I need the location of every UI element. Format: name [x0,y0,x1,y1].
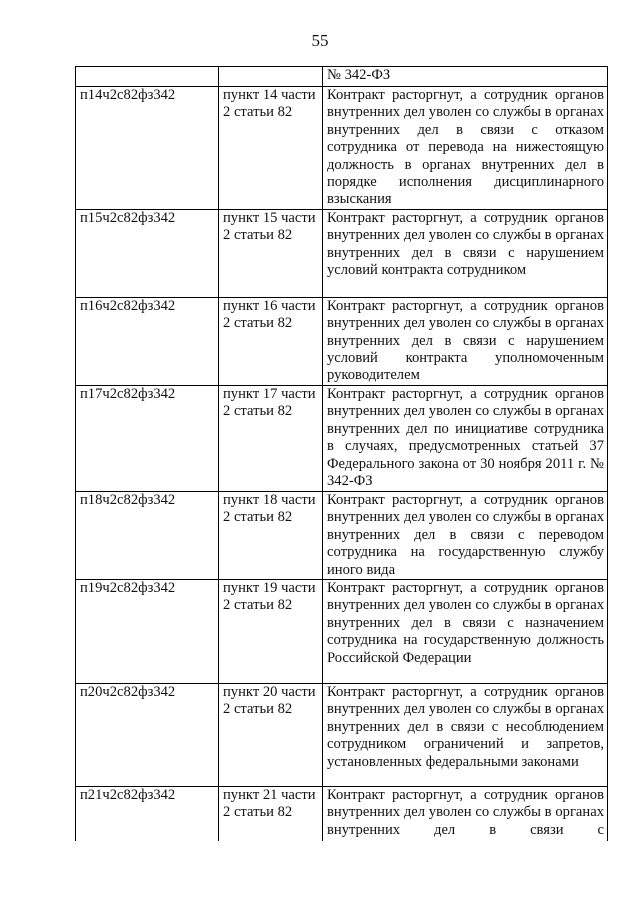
table-cell-reference [219,67,323,87]
row-code: п14ч2с82фз342 [76,87,219,210]
table-row [76,579,608,683]
row-reference: пункт 16 части 2 статьи 82 [219,297,323,385]
row-reference: пункт 21 части 2 статьи 82 [219,786,323,841]
table-row [76,209,608,297]
row-description: Контракт расторгнут, а сотрудник органов внутренних дел уволен со службы в органах внутренних дел в связи с несоблюдением сотрудником ограничений и запретов, установленных федеральными законами [323,683,608,786]
table-row [76,491,608,579]
row-description: Контракт расторгнут, а сотрудник органов внутренних дел уволен со службы в органах внутренних дел в связи с нарушением условий контракта сотрудником [323,209,608,297]
row-code: п19ч2с82фз342 [76,579,219,683]
row-code: п16ч2с82фз342 [76,297,219,385]
table-cell-description: № 342-ФЗ [323,67,608,87]
classification-table [75,66,608,841]
table-row [76,87,608,210]
row-reference: пункт 18 части 2 статьи 82 [219,491,323,579]
row-code: п15ч2с82фз342 [76,209,219,297]
row-description: Контракт расторгнут, а сотрудник органов внутренних дел уволен со службы в органах внутренних дел в связи с назначением сотрудника на государственную должность Российской Федерации [323,579,608,683]
row-code: п17ч2с82фз342 [76,385,219,491]
row-code: п21ч2с82фз342 [76,786,219,841]
table-cell-code [76,67,219,87]
row-description: Контракт расторгнут, а сотрудник органов внутренних дел уволен со службы в органах внутренних дел по инициативе сотрудника в случаях, предусмотренных статьей 37 Федерального закона от 30 ноября 2011 г. № 342-ФЗ [323,385,608,491]
table-row [76,683,608,786]
row-reference: пункт 19 части 2 статьи 82 [219,579,323,683]
table-row [76,385,608,491]
page-number: 55 [311,31,329,50]
row-description: Контракт расторгнут, а сотрудник органов внутренних дел уволен со службы в органах внутренних дел в связи с переводом сотрудника на государственную службу иного вида [323,491,608,579]
row-description: Контракт расторгнут, а сотрудник органов внутренних дел уволен со службы в органах внутренних дел в связи с нарушением условий контракта уполномоченным руководителем [323,297,608,385]
row-reference: пункт 20 части 2 статьи 82 [219,683,323,786]
row-reference: пункт 14 части 2 статьи 82 [219,87,323,210]
row-code: п20ч2с82фз342 [76,683,219,786]
table-row [76,786,608,841]
row-description: Контракт расторгнут, а сотрудник органов внутренних дел уволен со службы в органах внутренних дел в связи с отказом сотрудника от перевода на нижестоящую должность в органах внутренних дел в порядке исполнения дисциплинарного взыскания [323,87,608,210]
table-row [76,297,608,385]
row-description: Контракт расторгнут, а сотрудник органов внутренних дел уволен со службы в органах внутренних дел в связи с [323,786,608,841]
table-row-continuation [76,67,608,87]
row-reference: пункт 15 части 2 статьи 82 [219,209,323,297]
row-code: п18ч2с82фз342 [76,491,219,579]
row-reference: пункт 17 части 2 статьи 82 [219,385,323,491]
